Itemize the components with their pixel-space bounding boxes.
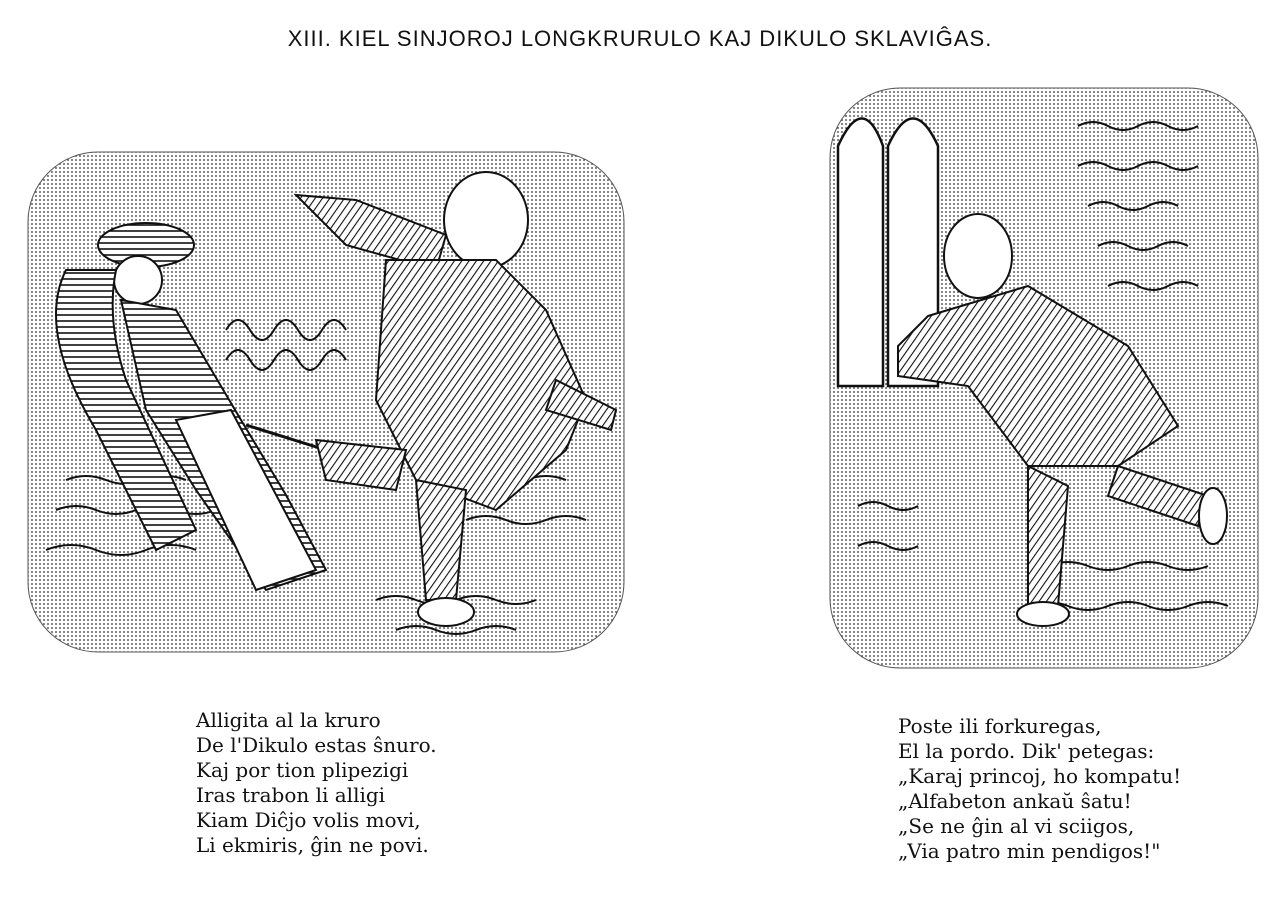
verse-left-line: Alligita al la kruro [196, 708, 381, 732]
page-title: XIII. KIEL SINJOROJ LONGKRURULO KAJ DIKULO SKLAVIĜAS. [287, 26, 993, 51]
verse-left-line: De l'Dikulo estas ŝnuro. [196, 733, 437, 757]
verse-left-line: Iras trabon li alligi [196, 783, 386, 807]
verse-right-line: „Se ne ĝin al vi sciigos, [898, 814, 1135, 838]
verse-left-line: Li ekmiris, ĝin ne povi. [196, 833, 429, 857]
illustration-left [26, 150, 626, 655]
verse-left [196, 708, 437, 858]
verse-right-line: „Alfabeton ankaŭ ŝatu! [898, 789, 1132, 813]
illustration-right [828, 86, 1260, 671]
verse-right-line: El la pordo. Dik' petegas: [898, 739, 1155, 763]
verse-right-line: „Karaj princoj, ho kompatu! [898, 764, 1182, 788]
verse-left-line: Kaj por tion plipezigi [196, 758, 409, 782]
verse-right [898, 714, 1181, 864]
verse-right-line: „Via patro min pendigos!" [898, 839, 1161, 863]
verse-right-line: Poste ili forkuregas, [898, 714, 1102, 738]
verse-left-line: Kiam Diĉjo volis movi, [196, 808, 421, 832]
